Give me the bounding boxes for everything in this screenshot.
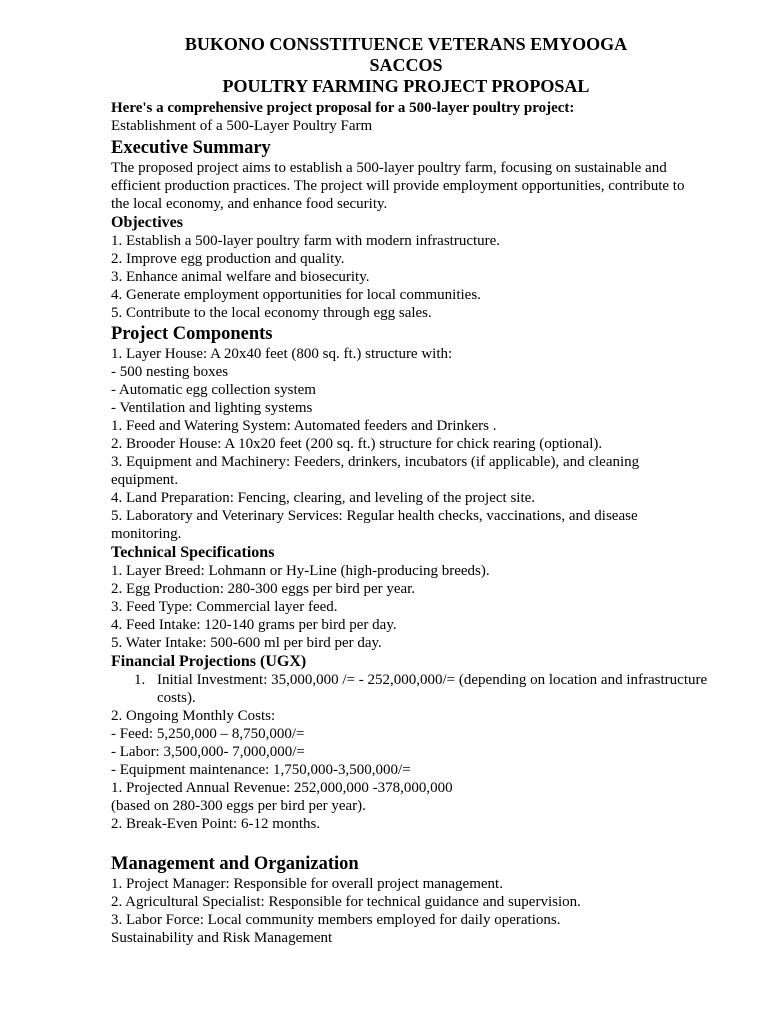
project-components-list (111, 345, 711, 543)
list-item: 1. Project Manager: Responsible for overall project management. (111, 876, 503, 892)
document-title (106, 34, 706, 97)
list-item: Sustainability and Risk Management (111, 930, 333, 946)
executive-summary-heading: Executive Summary (111, 138, 271, 158)
list-item: 1. Projected Annual Revenue: 252,000,000 -378,000,000 (111, 780, 453, 796)
project-subtitle: Establishment of a 500-Layer Poultry Farm (111, 118, 373, 134)
list-item: 5. Laboratory and Veterinary Services: Regular health checks, vaccinations, and disease monitoring. (111, 508, 638, 542)
list-item: - Ventilation and lighting systems (111, 400, 313, 416)
list-item: 3. Enhance animal welfare and biosecurity. (111, 269, 370, 285)
list-item: - Automatic egg collection system (111, 382, 316, 398)
list-item: 1. Layer House: A 20x40 feet (800 sq. ft.) structure with: (111, 346, 453, 362)
list-item: 2. Ongoing Monthly Costs: (111, 708, 276, 724)
financial-projections-list (111, 671, 711, 833)
list-item: 2. Brooder House: A 10x20 feet (200 sq. ft.) structure for chick rearing (optional). (111, 436, 603, 452)
list-item: 1. Establish a 500-layer poultry farm with modern infrastructure. (111, 233, 501, 249)
technical-specifications-heading: Technical Specifications (111, 544, 275, 561)
list-item: 1. Layer Breed: Lohmann or Hy-Line (high-producing breeds). (111, 563, 490, 579)
list-item: 3. Feed Type: Commercial layer feed. (111, 599, 338, 615)
management-heading: Management and Organization (111, 854, 359, 874)
numbered-item (134, 671, 711, 707)
project-components-heading: Project Components (111, 324, 273, 344)
initial-investment-text: Initial Investment: 35,000,000 /= - 252,000,000/= (depending on location and infrastructure costs). (157, 672, 708, 706)
list-item: 4. Feed Intake: 120-140 grams per bird per day. (111, 617, 397, 633)
list-item: 3. Labor Force: Local community members employed for daily operations. (111, 912, 561, 928)
list-item: - Equipment maintenance: 1,750,000-3,500,000/= (111, 762, 411, 778)
item-number: 1. (134, 672, 146, 688)
section-spacer (111, 833, 711, 851)
list-item: - Labor: 3,500,000- 7,000,000/= (111, 744, 305, 760)
management-list (111, 875, 711, 947)
objectives-heading: Objectives (111, 214, 183, 231)
list-item: 2. Agricultural Specialist: Responsible for technical guidance and supervision. (111, 894, 581, 910)
list-item: 2. Break-Even Point: 6-12 months. (111, 816, 321, 832)
list-item: (based on 280-300 eggs per bird per year). (111, 798, 366, 814)
list-item: 1. Feed and Watering System: Automated feeders and Drinkers . (111, 418, 497, 434)
objectives-list (111, 232, 711, 322)
list-item: 5. Contribute to the local economy through egg sales. (111, 305, 432, 321)
list-item: 2. Improve egg production and quality. (111, 251, 345, 267)
intro-text: Here's a comprehensive project proposal for a 500-layer poultry project: (111, 100, 575, 116)
title-line-1: BUKONO CONSSTITUENCE VETERANS EMYOOGA (184, 34, 628, 54)
list-item: 3. Equipment and Machinery: Feeders, drinkers, incubators (if applicable), and cleaning equipment. (111, 454, 640, 488)
list-item: 5. Water Intake: 500-600 ml per bird per day. (111, 635, 382, 651)
document-body (111, 34, 711, 947)
list-item: - Feed: 5,250,000 – 8,750,000/= (111, 726, 305, 742)
list-item: 2. Egg Production: 280-300 eggs per bird per year. (111, 581, 416, 597)
executive-summary-text: The proposed project aims to establish a 500-layer poultry farm, focusing on sustainable and efficient production practices. The project will provide employment opportunities, contribute to the local economy, and enhance food security. (111, 160, 685, 212)
list-item: - 500 nesting boxes (111, 364, 229, 380)
title-line-2: SACCOS (369, 55, 443, 75)
list-item: 4. Land Preparation: Fencing, clearing, and leveling of the project site. (111, 490, 536, 506)
technical-specifications-list (111, 562, 711, 652)
financial-projections-heading: Financial Projections (UGX) (111, 653, 307, 670)
title-line-3: POULTRY FARMING PROJECT PROPOSAL (222, 76, 590, 96)
list-item: 4. Generate employment opportunities for local communities. (111, 287, 481, 303)
